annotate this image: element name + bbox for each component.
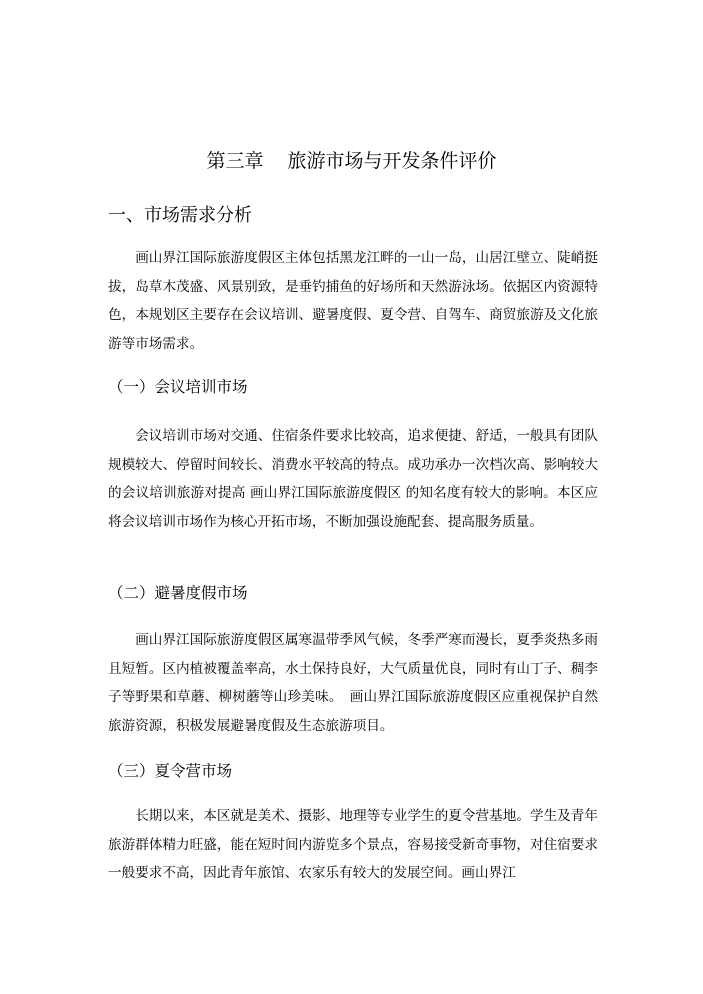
summer-camp-paragraph: 长期以来，本区就是美术、摄影、地理等专业学生的夏令营基地。学生及青年旅游群体精力旺盛，能在短时间内游览多个景点，容易接受新奇事物，对住宿要求一般要求不高，因此青年旅馆、农家乐有较大的发展空间。画山界江: [108, 808, 598, 881]
chapter-title-text: 旅游市场与开发条件评价: [287, 150, 497, 172]
summer-resort-paragraph: 画山界江国际旅游度假区属寒温带季风气候，冬季严寒而漫长，夏季炎热多雨且短暂。区内植被覆盖率高，水土保持良好，大气质量优良，同时有山丁子、稠李子等野果和草蘑、柳树蘑等山珍美味。 画山界江国际旅游度假区应重视保护自然旅游资源，积极发展避暑度假及生态旅游项目。: [108, 632, 598, 734]
section-heading-market-demand: 一、市场需求分析: [108, 205, 252, 226]
subheading-summer-resort: （二）避暑度假市场: [108, 584, 248, 602]
intro-paragraph: 画山界江国际旅游度假区主体包括黑龙江畔的一山一岛，山居江壁立、陡峭挺拔，岛草木茂盛、风景别致，是垂钓捕鱼的好场所和天然游泳场。依据区内资源特色，本规划区主要存在会议培训、避暑度假、夏令营、自驾车、商贸旅游及文化旅游等市场需求。: [108, 250, 598, 352]
conference-training-paragraph: 会议培训市场对交通、住宿条件要求比较高，追求便捷、舒适，一般具有团队规模较大、停留时间较长、消费水平较高的特点。成功承办一次档次高、影响较大的会议培训旅游对提高 画山界江国际旅游度假区 的知名度有较大的影响。本区应将会议培训市场作为核心开拓市场，不断加强设施配套、提高服务质量。: [108, 428, 598, 530]
chapter-title: [0, 148, 703, 174]
chapter-number: 第三章: [206, 150, 264, 172]
subheading-conference-training: （一）会议培训市场: [108, 378, 248, 396]
subheading-summer-camp: （三）夏令营市场: [108, 762, 233, 780]
